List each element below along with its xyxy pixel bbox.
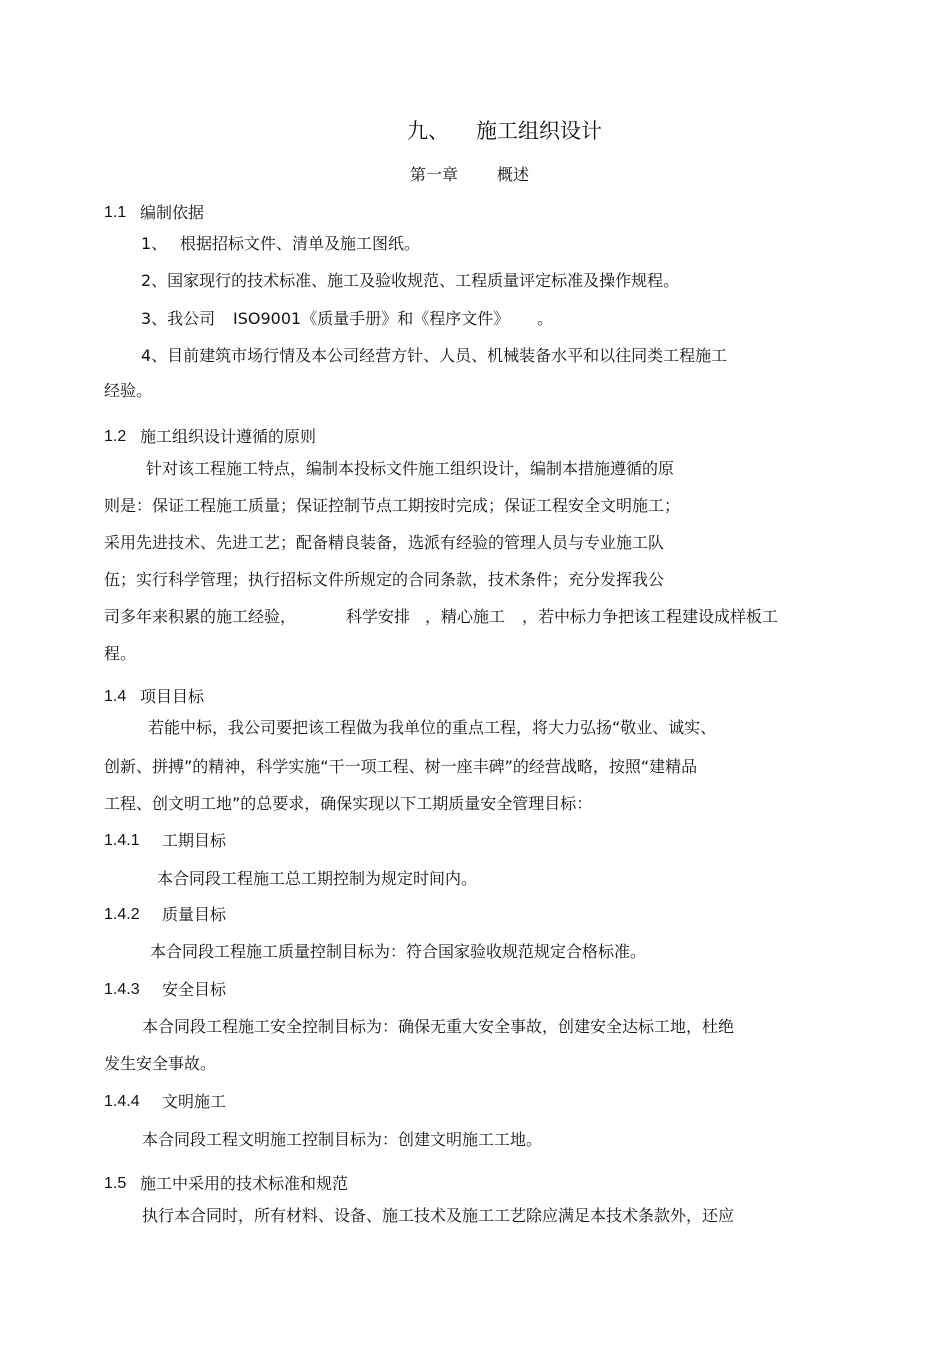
subsection-heading: 安全目标	[162, 980, 227, 999]
paragraph-line: 司多年来积累的施工经验，	[104, 607, 297, 626]
list-item-continuation: 经验。	[104, 381, 153, 400]
section-number: 1.1	[104, 204, 127, 221]
page-title: 施工组织设计	[476, 119, 602, 143]
paragraph-line: ，精心施工	[425, 607, 506, 626]
paragraph-line: 本合同段工程文明施工控制目标为：创建文明施工工地。	[142, 1130, 543, 1149]
subsection-number: 1.4.3	[104, 981, 140, 998]
chapter-title: 概述	[497, 165, 530, 184]
paragraph-line: 则是：保证工程施工质量；保证控制节点工期按时完成；保证工程安全文明施工；	[104, 496, 681, 515]
list-item-number: 1、	[141, 234, 168, 253]
subsection-heading: 工期目标	[162, 831, 227, 850]
list-item: 2、国家现行的技术标准、施工及验收规范、工程质量评定标准及操作规程。	[141, 271, 680, 290]
paragraph-line: 本合同段工程施工总工期控制为规定时间内。	[157, 869, 478, 888]
list-item: 3、我公司	[141, 309, 216, 328]
paragraph-line: 科学安排	[346, 607, 411, 626]
subsection-heading: 质量目标	[162, 905, 227, 924]
subsection-number: 1.4.4	[104, 1093, 140, 1110]
list-item-reference: ISO9001《质量手册》和《程序文件》	[233, 309, 510, 328]
paragraph-line: 创新、拼搏”的精神，科学实施“干一项工程、树一座丰碑”的经营战略，按照“建精品	[104, 757, 698, 776]
paragraph-line: 工程、创文明工地”的总要求，确保实现以下工期质量安全管理目标：	[104, 794, 593, 813]
section-heading: 编制依据	[140, 203, 205, 222]
subsection-number: 1.4.1	[104, 832, 140, 849]
paragraph-line: 伍；实行科学管理；执行招标文件所规定的合同条款，技术条件；充分发挥我公	[104, 570, 665, 589]
list-item: 4、目前建筑市场行情及本公司经营方针、人员、机械装备水平和以往同类工程施工	[141, 346, 728, 365]
paragraph-line: 本合同段工程施工安全控制目标为：确保无重大安全事故，创建安全达标工地，杜绝	[142, 1017, 735, 1036]
paragraph-line: 针对该工程施工特点，编制本投标文件施工组织设计，编制本措施遵循的原	[146, 459, 675, 478]
section-heading: 施工组织设计遵循的原则	[140, 427, 317, 446]
paragraph-line: 若能中标，我公司要把该工程做为我单位的重点工程，将大力弘扬“敬业、诚实、	[148, 718, 717, 737]
paragraph-line: ，若中标力争把该工程建设成样板工	[522, 607, 779, 626]
section-number: 1.5	[104, 1175, 127, 1192]
list-item: 根据招标文件、清单及施工图纸。	[180, 234, 421, 253]
section-heading: 施工中采用的技术标准和规范	[140, 1174, 349, 1193]
section-heading: 项目目标	[140, 687, 205, 706]
subsection-heading: 文明施工	[162, 1092, 227, 1111]
paragraph-line: 发生安全事故。	[104, 1054, 217, 1073]
list-item-end: 。	[537, 309, 554, 328]
paragraph-line: 执行本合同时，所有材料、设备、施工技术及施工工艺除应满足本技术条款外，还应	[142, 1206, 735, 1225]
section-number: 1.2	[104, 428, 127, 445]
paragraph-line: 程。	[104, 644, 137, 663]
paragraph-line: 本合同段工程施工质量控制目标为：符合国家验收规范规定合格标准。	[150, 942, 647, 961]
paragraph-line: 采用先进技术、先进工艺；配备精良装备，选派有经验的管理人员与专业施工队	[104, 533, 665, 552]
title-number: 九、	[407, 119, 449, 143]
subsection-number: 1.4.2	[104, 906, 140, 923]
section-number: 1.4	[104, 688, 127, 705]
chapter-number: 第一章	[410, 165, 459, 184]
